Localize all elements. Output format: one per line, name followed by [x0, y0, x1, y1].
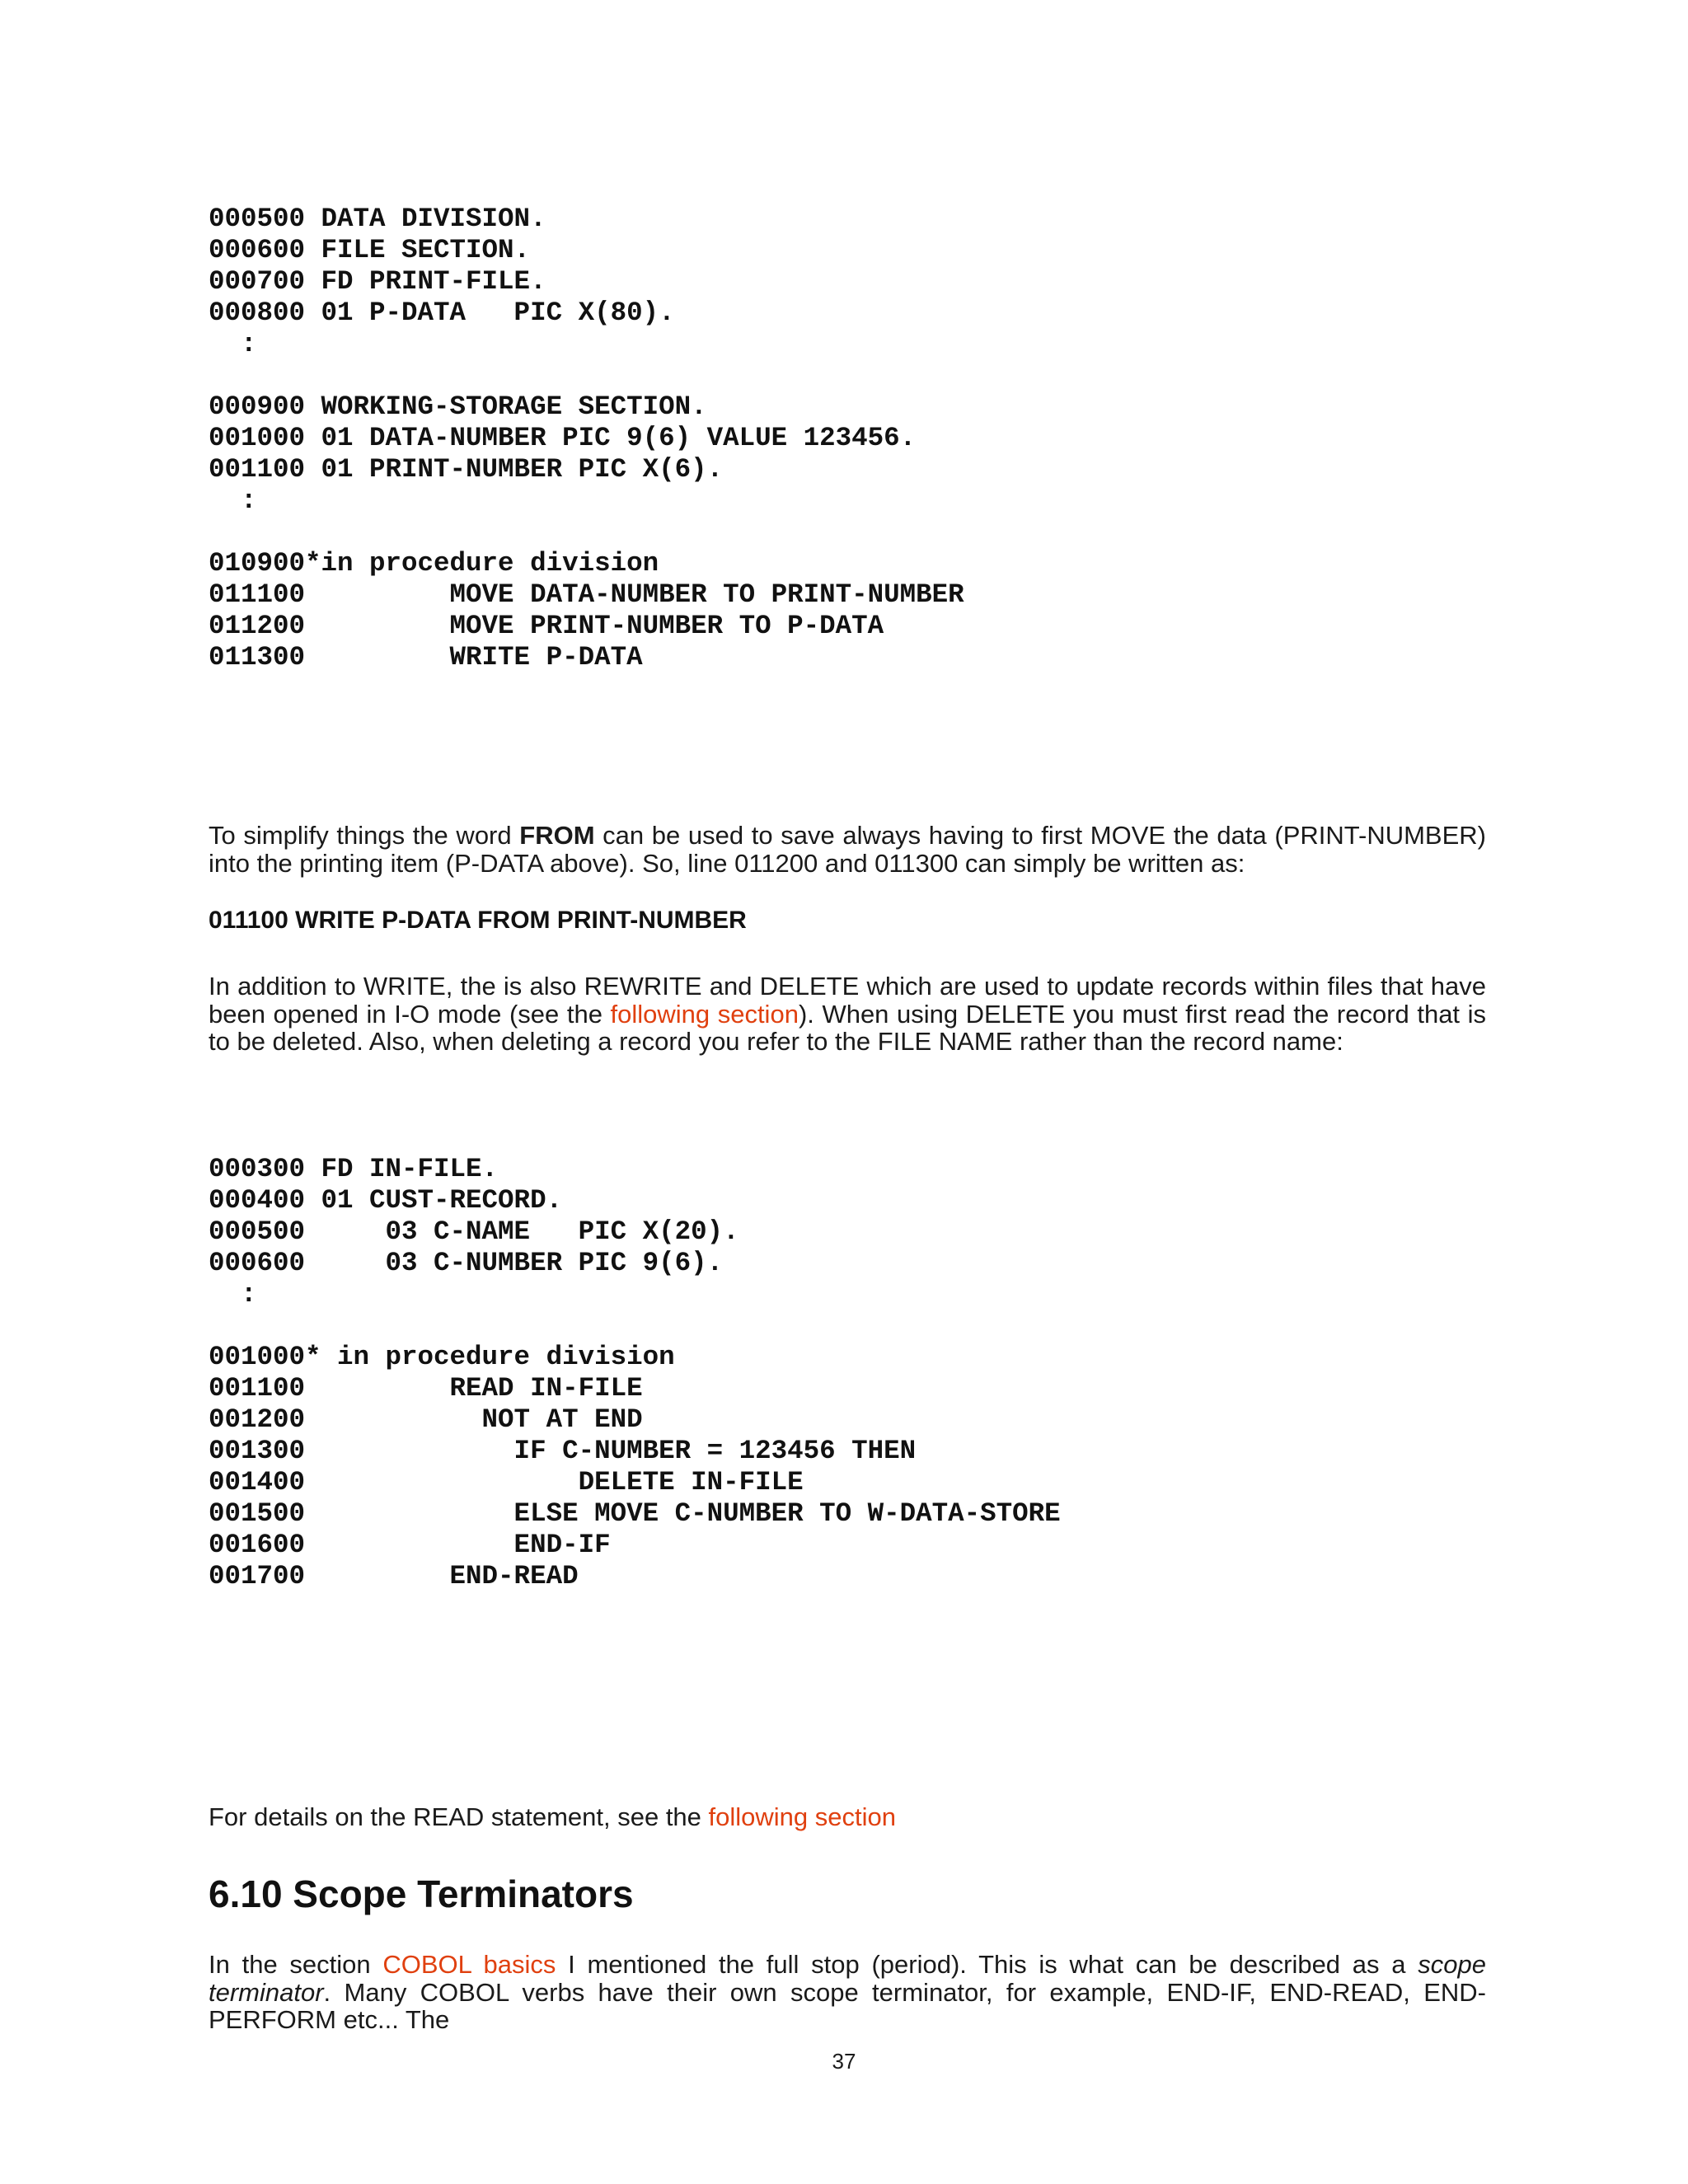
- code-line: :: [209, 485, 257, 516]
- code-block-delete-example: [209, 1154, 1061, 1592]
- paragraph-text: I mentioned the full stop (period). This is what can be described as a: [556, 1950, 1418, 1979]
- paragraph-scope-terminators: [209, 1951, 1486, 2034]
- paragraph-read-details: [209, 1803, 1486, 1831]
- page-number: 37: [832, 2049, 856, 2074]
- keyword-from: FROM: [519, 821, 595, 850]
- code-line: 011300 WRITE P-DATA: [209, 642, 643, 673]
- paragraph-text: . Many COBOL verbs have their own scope terminator, for example, END-IF, END-READ, END-PERFORM etc... The: [209, 1977, 1486, 2034]
- code-line: 001100 01 PRINT-NUMBER PIC X(6).: [209, 454, 724, 485]
- code-line: [209, 517, 964, 548]
- code-line: 001200 NOT AT END: [209, 1404, 643, 1435]
- code-block-data-division: [209, 204, 964, 673]
- write-from-example: 011100 WRITE P-DATA FROM PRINT-NUMBER: [209, 907, 747, 934]
- following-section-link[interactable]: following section: [708, 1802, 896, 1831]
- paragraph-text: ). When using DELETE you must first read the record that is to be deleted. Also, when deleting a record you refer to the FILE NAME rather than the record name:: [209, 999, 1486, 1056]
- section-heading: 6.10 Scope Terminators: [209, 1872, 634, 1915]
- paragraph-text: To simplify things the word: [209, 821, 520, 850]
- code-line: 000600 FILE SECTION.: [209, 235, 531, 265]
- code-line: 000700 FD PRINT-FILE.: [209, 266, 546, 297]
- paragraph-text: can be used to save always having to first MOVE the data (PRINT-NUMBER) into the printing item (P-DATA above). So, line 011200 and 011300 can simply be written as:: [209, 821, 1487, 878]
- code-line: 001000 01 DATA-NUMBER PIC 9(6) VALUE 123456.: [209, 423, 917, 453]
- code-line: 001100 READ IN-FILE: [209, 1373, 643, 1404]
- code-line: [209, 360, 964, 391]
- code-line: 001500 ELSE MOVE C-NUMBER TO W-DATA-STORE: [209, 1498, 1061, 1529]
- code-line: 010900*in procedure division: [209, 548, 659, 579]
- cobol-basics-link[interactable]: COBOL basics: [382, 1950, 556, 1979]
- code-line: 001400 DELETE IN-FILE: [209, 1467, 804, 1497]
- code-line: [209, 1310, 1061, 1342]
- code-line: 000500 DATA DIVISION.: [209, 204, 546, 234]
- code-line: 011100 MOVE DATA-NUMBER TO PRINT-NUMBER: [209, 579, 964, 610]
- scope-terminator-term: scope terminator: [209, 1950, 1486, 2007]
- paragraph-from-keyword: [209, 822, 1486, 877]
- paragraph-text: In the section: [209, 1950, 383, 1979]
- code-line: 000900 WORKING-STORAGE SECTION.: [209, 391, 707, 422]
- code-line: 001000* in procedure division: [209, 1342, 675, 1372]
- code-line: 000500 03 C-NAME PIC X(20).: [209, 1216, 739, 1247]
- code-line: 000300 FD IN-FILE.: [209, 1154, 499, 1184]
- code-line: 000800 01 P-DATA PIC X(80).: [209, 298, 675, 328]
- paragraph-rewrite-delete: [209, 972, 1486, 1056]
- paragraph-text: For details on the READ statement, see the: [209, 1802, 709, 1831]
- code-line: 001700 END-READ: [209, 1561, 579, 1591]
- code-line: :: [209, 329, 257, 359]
- code-line: 001300 IF C-NUMBER = 123456 THEN: [209, 1436, 917, 1466]
- code-line: :: [209, 1279, 257, 1310]
- paragraph-text: In addition to WRITE, the is also REWRITE and DELETE which are used to update records within files that have been opened in I-O mode (see the: [209, 972, 1486, 1029]
- code-line: 000600 03 C-NUMBER PIC 9(6).: [209, 1248, 724, 1278]
- code-line: 001600 END-IF: [209, 1530, 611, 1560]
- following-section-link[interactable]: following section: [610, 999, 799, 1029]
- code-line: 000400 01 CUST-RECORD.: [209, 1185, 563, 1216]
- code-line: 011200 MOVE PRINT-NUMBER TO P-DATA: [209, 611, 884, 641]
